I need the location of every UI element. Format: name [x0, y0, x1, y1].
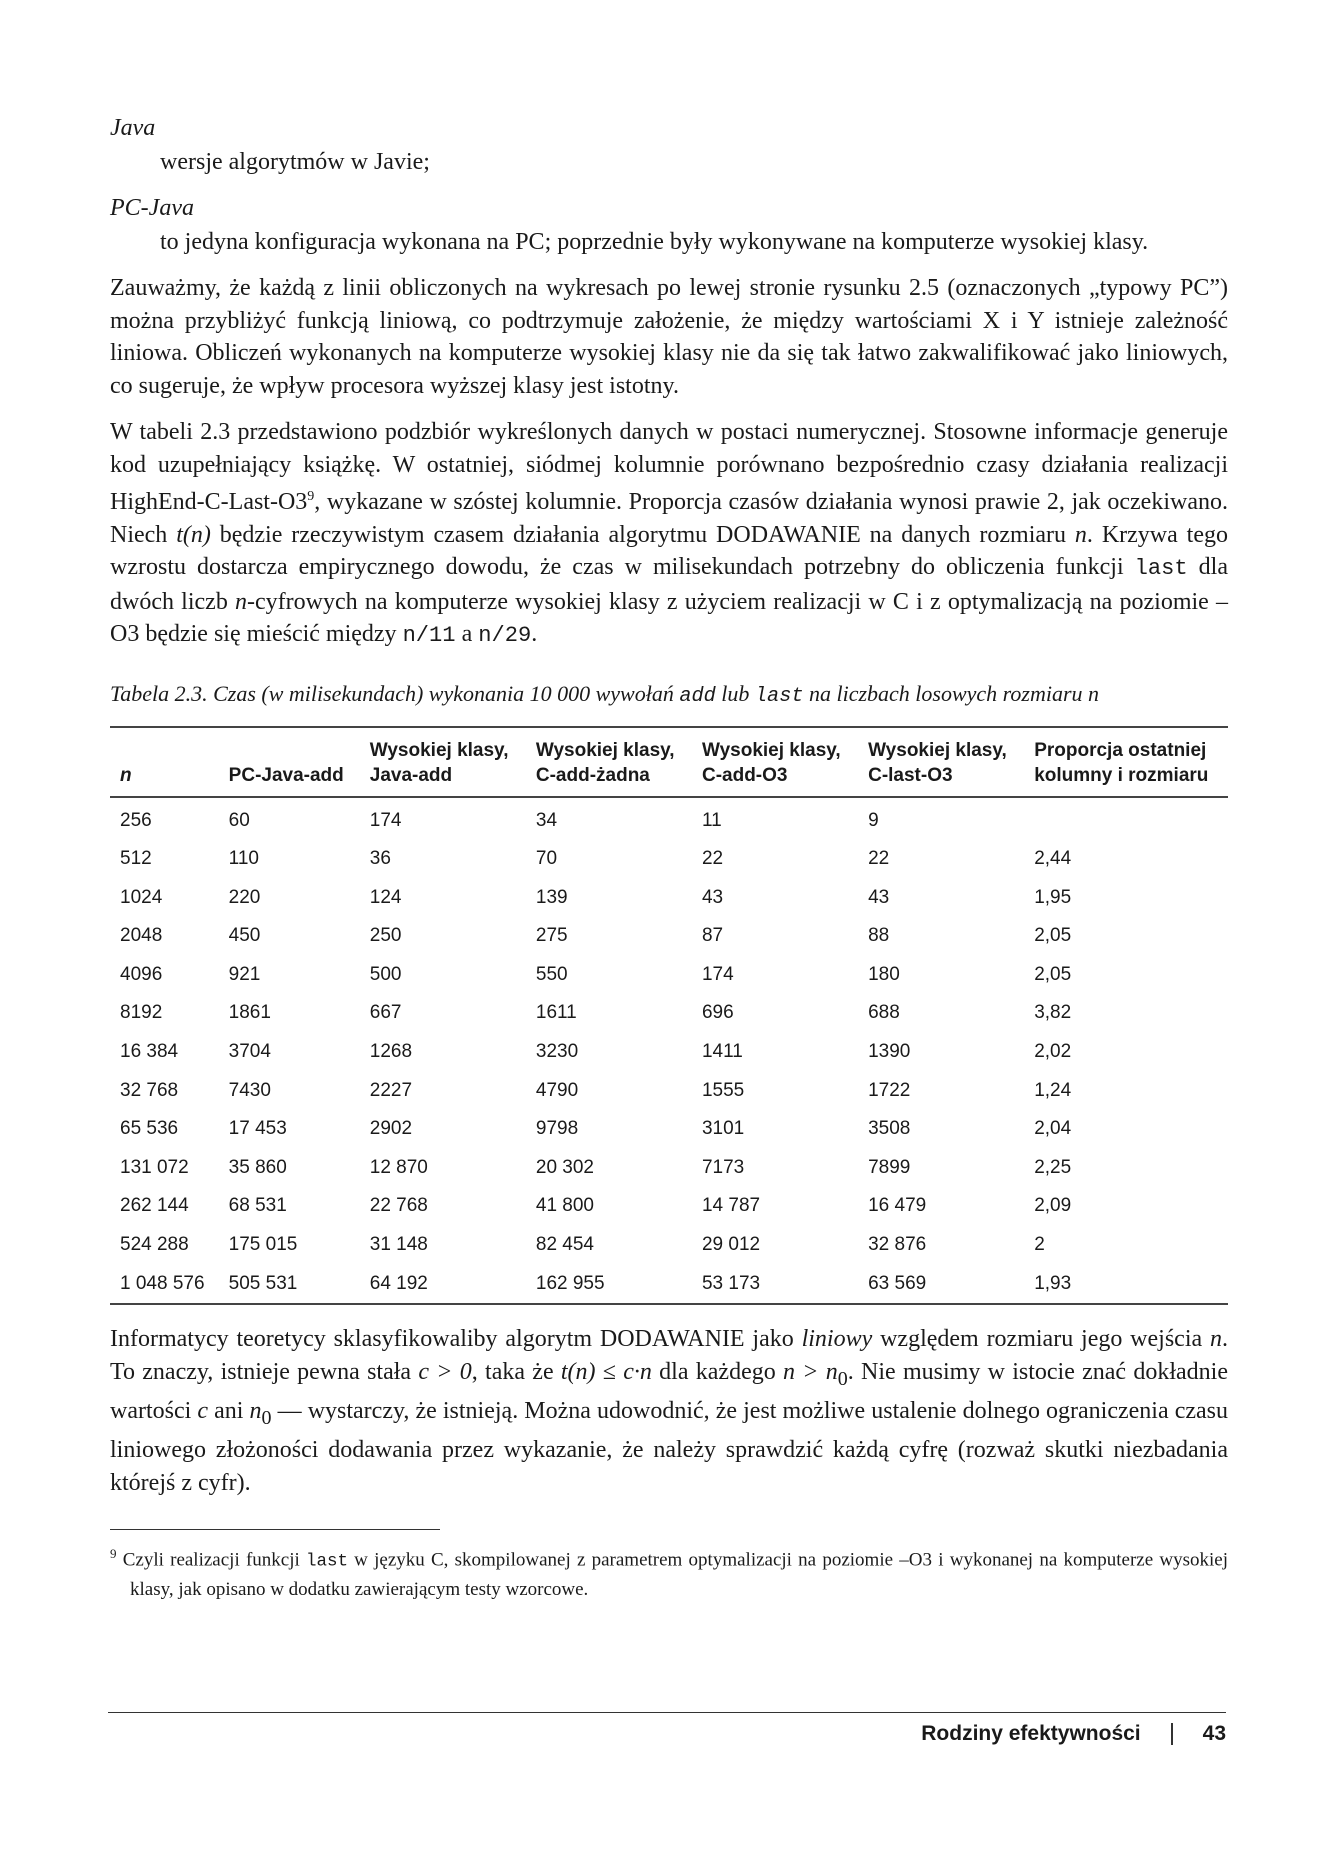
table-cell: 16 479 [868, 1195, 927, 1217]
table-cell: 88 [868, 925, 890, 947]
table-cell: 7173 [701, 1156, 745, 1178]
definition-java [110, 112, 1228, 178]
table-cell: 64 192 [369, 1272, 428, 1294]
code-last: last [1134, 556, 1188, 581]
table-cell: 3,82 [1034, 1002, 1072, 1024]
table-cell [1024, 797, 1228, 841]
table-cell: 8192 [120, 1002, 163, 1024]
table-cell: 139 [535, 886, 568, 908]
table-caption: Tabela 2.3. Czas (w milisekundach) wykonania 10 000 wywołań add lub last na liczbach losowych rozmiaru n [110, 680, 1100, 708]
table-cell: 696 [701, 1002, 734, 1024]
table-cell: 162 955 [535, 1272, 605, 1294]
table-cell: 1024 [120, 886, 163, 908]
table-cell: 43 [701, 886, 724, 908]
table-cell: 82 454 [535, 1234, 594, 1256]
table-cell: 2,04 [1034, 1118, 1072, 1140]
table-cell: 124 [369, 886, 402, 908]
page-content [110, 112, 1228, 1603]
page-number: 43 [1202, 1722, 1226, 1745]
table-cell: 7430 [228, 1079, 271, 1101]
table-cell: 36 [369, 848, 391, 870]
table-cell: 2048 [120, 925, 163, 947]
table-cell: 256 [120, 809, 152, 831]
column-header: PC-Java-add [228, 764, 344, 786]
table-cell: 1,93 [1034, 1272, 1072, 1294]
table-cell: 87 [701, 925, 724, 947]
timing-table [110, 726, 1228, 1306]
table-cell: 250 [369, 925, 402, 947]
table-cell: 63 569 [868, 1272, 927, 1294]
table-header [110, 727, 1228, 797]
definition-text: wersje algorytmów w Javie; [160, 149, 430, 175]
table-cell: 35 860 [228, 1156, 287, 1178]
definition-text: to jedyna konfiguracja wykonana na PC; poprzednie były wykonywane na komputerze wysokiej klasy. [160, 229, 1149, 255]
table-cell: 68 531 [228, 1195, 287, 1217]
table-cell: 180 [868, 963, 900, 985]
page-footer [921, 1722, 1226, 1746]
column-header: Wysokiej klasy, C-add-żadna [535, 739, 675, 786]
table-cell: 688 [868, 1002, 900, 1024]
table-cell: 131 072 [120, 1156, 189, 1178]
table-cell: 262 144 [120, 1195, 189, 1217]
table-row [110, 1187, 1228, 1226]
table-cell: 1722 [868, 1079, 911, 1101]
table-cell: 512 [120, 848, 152, 870]
table-cell: 1268 [369, 1041, 413, 1063]
column-header: n [120, 764, 132, 786]
table-cell: 2,25 [1034, 1156, 1072, 1178]
table-cell: 174 [701, 963, 734, 985]
table-cell: 1611 [535, 1002, 577, 1024]
footnote-9: $^9$ Czyli realizacji funkcji last w języku C, skompilowanej z parametrem optymalizacji na poziomie –O3 i wykonanej na komputerze wysokiej klasy, jak opisano w dodatku zawierającym testy wzorcowe. [110, 1546, 1228, 1600]
column-header: Wysokiej klasy, Java-add [369, 739, 509, 786]
table-cell: 2,02 [1034, 1041, 1072, 1063]
table-cell: 3704 [228, 1041, 271, 1063]
column-header: Wysokiej klasy, C-add-O3 [701, 739, 841, 786]
table-cell: 1 048 576 [120, 1272, 205, 1294]
column-header: Wysokiej klasy, C-last-O3 [868, 739, 1007, 786]
table-cell: 110 [228, 848, 259, 870]
table-cell: 32 876 [868, 1234, 927, 1256]
table-row [110, 1265, 1228, 1305]
table-cell: 14 787 [701, 1195, 761, 1217]
table-cell: 7899 [868, 1156, 911, 1178]
table-cell: 32 768 [120, 1079, 179, 1101]
table-cell: 31 148 [369, 1234, 428, 1256]
table-row [110, 797, 1228, 841]
table-cell: 4790 [535, 1079, 579, 1101]
footnote-divider [110, 1529, 440, 1530]
table-cell: 2 [1034, 1234, 1045, 1256]
table-cell: 4096 [120, 963, 163, 985]
table-cell: 9 [868, 809, 879, 831]
table-body [110, 797, 1228, 1305]
definition-pc-java [110, 192, 1228, 258]
footer-divider [108, 1712, 1226, 1713]
table-cell: 17 453 [228, 1118, 287, 1140]
table-cell: 220 [228, 886, 261, 908]
table-cell: 1,95 [1034, 886, 1072, 908]
table-row [110, 879, 1228, 918]
table-cell: 175 015 [228, 1234, 298, 1256]
table-cell: 174 [369, 809, 402, 831]
table-cell: 2902 [369, 1118, 413, 1140]
table-cell: 22 [701, 848, 724, 870]
table-cell: 70 [535, 848, 558, 870]
table-cell: 34 [535, 809, 558, 831]
paragraph-2: W tabeli 2.3 przedstawiono podzbiór wykreślonych danych w postaci numerycznej. Stosowne informacje generuje kod uzupełniający książkę. W ostatniej, siódmej kolumnie porównano bezpośrednio czasy działania realizacji HighEnd-C-Last-O3$^9$, wykazane w szóstej kolumnie. Proporcja czasów działania wynosi prawie 2, jak oczekiwano. Niech t(n) będzie rzeczywistym czasem działania algorytmu DODAWANIE na danych rozmiaru n. Krzywa tego wzrostu dostarcza empirycznego dowodu, że czas w milisekundach potrzebny do obliczenia funkcji last dla dwóch liczb n-cyfrowych na komputerze wysokiej klasy z użyciem realizacji w C i z optymalizacją na poziomie –O3 będzie się mieścić między n/11 a n/29. [110, 419, 1229, 648]
footer-section-title: Rodziny efektywności [921, 1722, 1141, 1745]
table-cell: 3230 [535, 1041, 579, 1063]
footer-separator [1171, 1723, 1173, 1745]
column-header: Proporcja ostatniej kolumny i rozmiaru [1034, 739, 1209, 786]
table-cell: 60 [228, 809, 250, 831]
table-cell: 22 768 [369, 1195, 428, 1217]
table-cell: 22 [868, 848, 890, 870]
table-cell: 550 [535, 963, 568, 985]
table-row [110, 1226, 1228, 1265]
table-cell: 450 [228, 925, 261, 947]
definition-term: PC-Java [110, 195, 194, 221]
table-cell: 1390 [868, 1041, 911, 1063]
table-cell: 29 012 [701, 1234, 761, 1256]
table-cell: 2,05 [1034, 925, 1072, 947]
table-row [110, 917, 1228, 956]
table-cell: 2227 [369, 1079, 413, 1101]
table-cell: 9798 [535, 1118, 579, 1140]
table-cell: 12 870 [369, 1156, 428, 1178]
table-row [110, 1072, 1228, 1111]
table-cell: 1,24 [1034, 1079, 1072, 1101]
table-row [110, 956, 1228, 995]
table-cell: 505 531 [228, 1272, 298, 1294]
table-cell: 11 [701, 809, 722, 831]
table-cell: 275 [535, 925, 568, 947]
table-cell: 16 384 [120, 1041, 179, 1063]
paragraph-1: Zauważmy, że każdą z linii obliczonych na wykresach po lewej stronie rysunku 2.5 (oznaczonych „typowy PC”) można przybliżyć funkcją liniową, co podtrzymuje założenie, że między wartościami X i Y istnieje zależność liniowa. Obliczeń wykonanych na komputerze wysokiej klasy nie da się tak łatwo zakwalifikować jako liniowych, co sugeruje, że wpływ procesora wyższej klasy jest istotny. [110, 275, 1228, 399]
footnote-ref[interactable]: 9 [307, 489, 315, 504]
table-row [110, 994, 1228, 1033]
table-cell: 41 800 [535, 1195, 594, 1217]
table-row [110, 840, 1228, 879]
table-cell: 53 173 [701, 1272, 761, 1294]
table-row [110, 1149, 1228, 1188]
table-cell: 43 [868, 886, 890, 908]
table-cell: 1861 [228, 1002, 271, 1024]
table-cell: 65 536 [120, 1118, 179, 1140]
table-cell: 3101 [701, 1118, 745, 1140]
table-cell: 500 [369, 963, 402, 985]
definition-term: Java [110, 115, 156, 141]
table-cell: 1555 [701, 1079, 745, 1101]
table-cell: 667 [369, 1002, 402, 1024]
table-cell: 2,05 [1034, 963, 1072, 985]
table-cell: 20 302 [535, 1156, 594, 1178]
table-cell: 1411 [701, 1041, 743, 1063]
footnote-mark: 9 [110, 1546, 117, 1562]
table-cell: 921 [228, 963, 261, 985]
table-row [110, 1033, 1228, 1072]
table-cell: 2,44 [1034, 848, 1072, 870]
table-cell: 2,09 [1034, 1195, 1072, 1217]
table-cell: 524 288 [120, 1234, 189, 1256]
table-row [110, 1110, 1228, 1149]
paragraph-3: Informatycy teoretycy sklasyfikowaliby algorytm DODAWANIE jako liniowy względem rozmiaru jego wejścia n. To znaczy, istnieje pewna stała c > 0, taka że t(n) ≤ c·n dla każdego $n > n_0$. Nie musimy w istocie znać dokładnie wartości c ani $n_0$ — wystarczy, że istnieją. Można udowodnić, że jest możliwe ustalenie dolnego ograniczenia czasu liniowego złożoności dodawania przez wykazanie, że należy sprawdzić każdą cyfrę (rozważ skutki niezbadania którejś z cyfr). [110, 1326, 1228, 1496]
table-cell: 3508 [868, 1118, 911, 1140]
